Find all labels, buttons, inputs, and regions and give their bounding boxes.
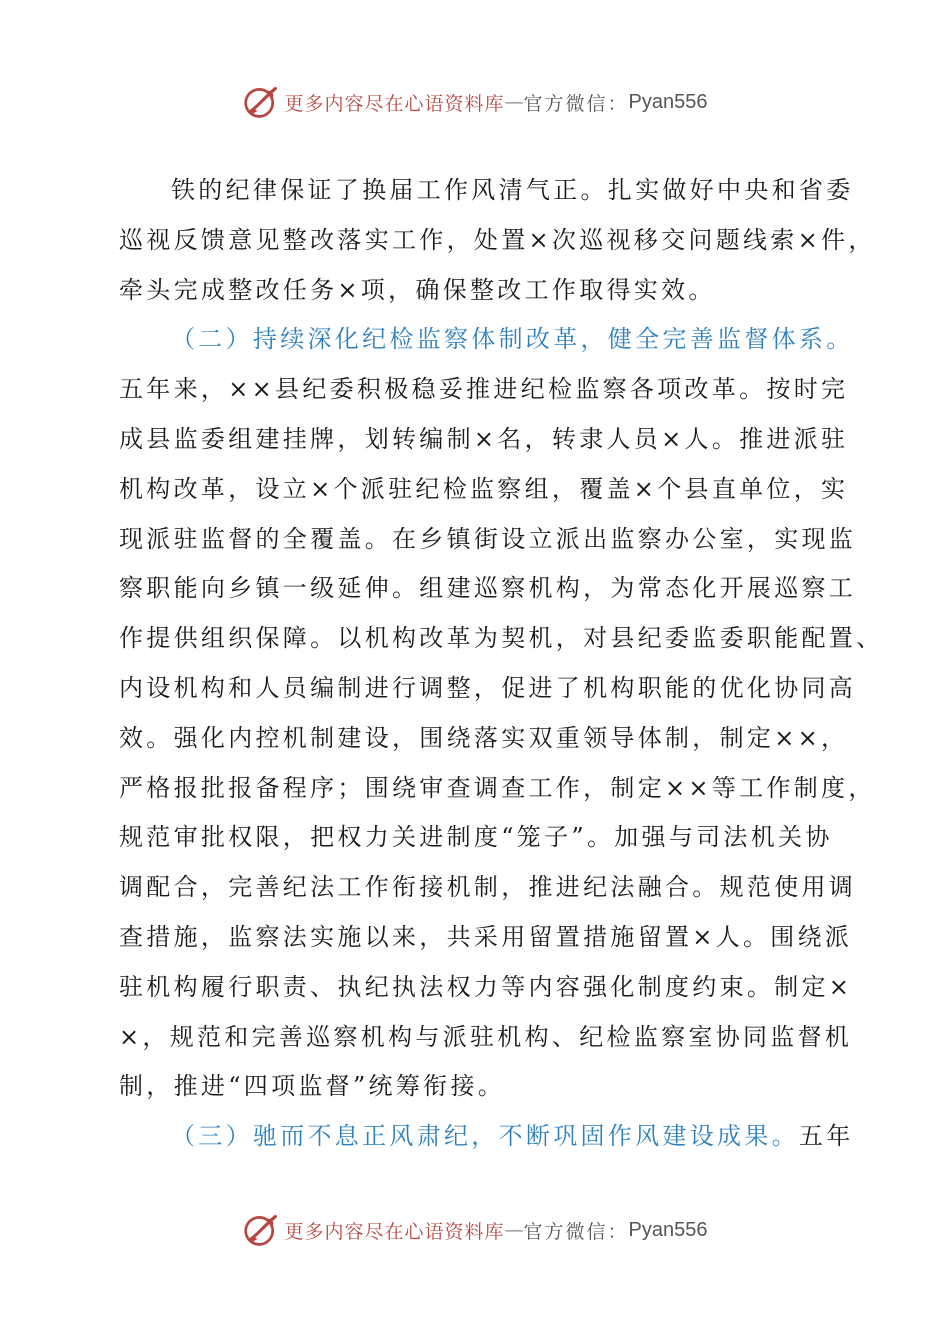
text-line: 铁的纪律保证了换届工作风清气正。扎实做好中央和省委 [171, 176, 854, 204]
text-line: 机构改革，设立×个派驻纪检监察组，覆盖×个县直单位，实 [119, 474, 849, 503]
banner-separator: — [504, 91, 524, 113]
section-heading-3-tail: 五年 [798, 1122, 854, 1151]
text-line: 规范审批权限，把权力关进制度“笼子”。加强与司法机关协 [119, 823, 833, 852]
text-line: 调配合，完善纪法工作衔接机制，推进纪法融合。规范使用调 [119, 873, 857, 902]
text-line: 查措施，监察法实施以来，共采用留置措施留置×人。围绕派 [119, 922, 853, 951]
section-heading-2: （二）持续深化纪检监察体制改革，健全完善监督体系。 [171, 325, 854, 354]
document-body [119, 166, 884, 1162]
banner-wechat-label: 官方微信： [523, 1220, 629, 1243]
pen-logo-icon [243, 84, 279, 120]
text-line: 效。强化内控机制建设，围绕落实双重领导体制，制定××， [119, 723, 849, 752]
text-line: 作提供组织保障。以机构改革为契机，对县纪委监委职能配置、 [119, 624, 884, 653]
pen-logo-icon [243, 1212, 279, 1248]
banner-brand-text: 更多内容尽在心语资料库 [284, 92, 505, 115]
text-line: 察职能向乡镇一级延伸。组建巡察机构，为常态化开展巡察工 [119, 574, 857, 603]
text-line: 内设机构和人员编制进行调整，促进了机构职能的优化协同高 [119, 673, 857, 702]
banner-wechat-id: Pyan556 [628, 90, 708, 113]
banner-brand-text: 更多内容尽在心语资料库 [284, 1220, 505, 1243]
text-line: 成县监委组建挂牌，划转编制×名，转隶人员×人。推进派驻 [119, 424, 849, 453]
text-line: 严格报批报备程序；围绕审查调查工作，制定××等工作制度， [119, 773, 876, 802]
text-line: 五年来，××县纪委积极稳妥推进纪检监察各项改革。按时完 [119, 375, 849, 404]
text-line: 制，推进“四项监督”统筹衔接。 [119, 1072, 506, 1101]
banner-wechat-id: Pyan556 [628, 1218, 708, 1241]
section-heading-3: （三）驰而不息正风肃纪，不断巩固作风建设成果。 [171, 1122, 799, 1151]
text-line: 牵头完成整改任务×项，确保整改工作取得实效。 [119, 275, 716, 304]
text-line: 驻机构履行职责、执纪执法权力等内容强化制度约束。制定× [119, 972, 853, 1001]
footer-banner [0, 1208, 950, 1252]
text-line: 现派驻监督的全覆盖。在乡镇街设立派出监察办公室，实现监 [119, 524, 857, 553]
text-line: ×，规范和完善巡察机构与派驻机构、纪检监察室协同监督机 [119, 1022, 853, 1051]
section-heading-3-line [119, 1112, 854, 1162]
text-line: 巡视反馈意见整改落实工作，处置×次巡视移交问题线索×件， [119, 225, 876, 254]
header-banner [0, 80, 950, 124]
banner-wechat-label: 官方微信： [523, 92, 629, 115]
banner-separator: — [504, 1219, 524, 1241]
